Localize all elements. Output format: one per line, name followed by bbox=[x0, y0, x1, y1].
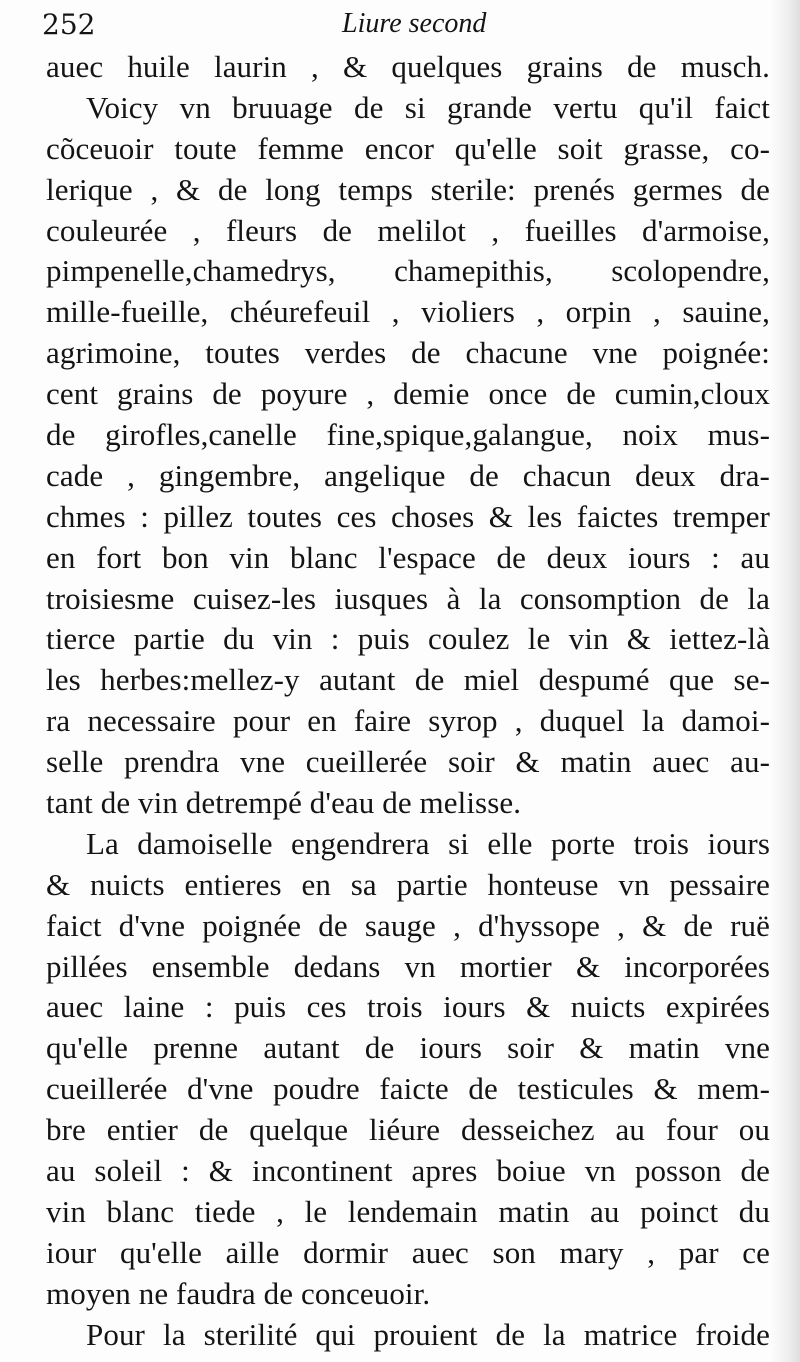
text-line: iour qu'elle aille dormir auec son mary , par ce bbox=[46, 1234, 770, 1270]
text-line: ra necessaire pour en faire syrop , duquel la damoi- bbox=[46, 703, 770, 739]
text-line: faict d'vne poignée de sauge , d'hyssope , & de ruë bbox=[46, 907, 770, 943]
text-line: troisiesme cuisez-les iusques à la consomption de la bbox=[46, 580, 770, 616]
body-text bbox=[46, 47, 770, 1356]
text-line: les herbes:mellez-y autant de miel despumé que se- bbox=[46, 662, 770, 698]
text-line: cõceuoir toute femme encor qu'elle soit grasse, co- bbox=[46, 130, 770, 166]
running-title: Liure second bbox=[342, 8, 487, 39]
text-line: pimpenelle,chamedrys, chamepithis, scolopendre, bbox=[46, 253, 770, 289]
text-line: cent grains de poyure , demie once de cumin,cloux bbox=[46, 376, 770, 412]
text-line: bre entier de quelque liéure desseichez au four ou bbox=[46, 1112, 770, 1148]
page-number: 252 bbox=[42, 8, 96, 41]
text-line: cueillerée d'vne poudre faicte de testicules & mem- bbox=[46, 1071, 770, 1107]
text-line: de girofles,canelle fine,spique,galangue, noix mus- bbox=[46, 417, 770, 453]
text-line: moyen ne faudra de conceuoir. bbox=[46, 1275, 431, 1311]
text-line: & nuicts entieres en sa partie honteuse vn pessaire bbox=[46, 866, 770, 902]
text-line: pillées ensemble dedans vn mortier & incorporées bbox=[46, 948, 770, 984]
text-line: en fort bon vin blanc l'espace de deux iours : au bbox=[46, 539, 770, 575]
page-gutter-shadow bbox=[770, 0, 800, 1362]
text-line: auec huile laurin , & quelques grains de musch. bbox=[46, 49, 770, 84]
text-line: cade , gingembre, angelique de chacun deux dra- bbox=[46, 457, 770, 493]
text-line: tierce partie du vin : puis coulez le vin & iettez-là bbox=[46, 621, 770, 657]
text-line: Pour la sterilité qui prouient de la matrice froide bbox=[86, 1316, 770, 1352]
text-line: mille-fueille, chéurefeuil , violiers , orpin , sauine, bbox=[46, 294, 770, 330]
text-line: au soleil : & incontinent apres boiue vn posson de bbox=[46, 1153, 770, 1189]
text-line: lerique , & de long temps sterile: prenés germes de bbox=[46, 171, 770, 207]
text-line: couleurée , fleurs de melilot , fueilles d'armoise, bbox=[46, 212, 770, 248]
text-line: auec laine : puis ces trois iours & nuicts expirées bbox=[46, 989, 770, 1025]
text-line: Voicy vn bruuage de si grande vertu qu'il faict bbox=[86, 89, 770, 125]
text-line: chmes : pillez toutes ces choses & les faictes tremper bbox=[46, 498, 770, 534]
text-line: qu'elle prenne autant de iours soir & matin vne bbox=[46, 1030, 770, 1066]
page-header bbox=[42, 8, 762, 48]
text-line: vin blanc tiede , le lendemain matin au poinct du bbox=[46, 1193, 770, 1229]
text-line: agrimoine, toutes verdes de chacune vne poignée: bbox=[46, 335, 770, 371]
text-line: La damoiselle engendrera si elle porte trois iours bbox=[86, 825, 770, 861]
text-line: tant de vin detrempé d'eau de melisse. bbox=[46, 785, 522, 821]
text-line: selle prendra vne cueillerée soir & matin auec au- bbox=[46, 744, 770, 780]
